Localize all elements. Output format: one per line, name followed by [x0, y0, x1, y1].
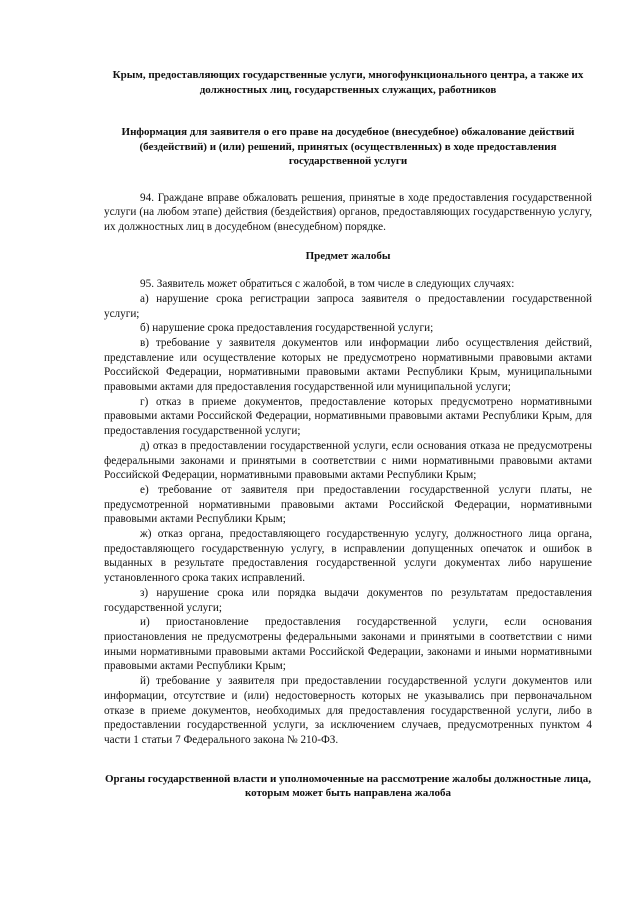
- section-heading-bottom: Органы государственной власти и уполномоченные на рассмотрение жалобы должностные лица, которым может быть направлена жалоба: [104, 772, 592, 800]
- complaint-cases-list: [104, 292, 592, 748]
- paragraph-95: 95. Заявитель может обратиться с жалобой, в том числе в следующих случаях:: [140, 278, 515, 291]
- list-item: ж) отказ органа, предоставляющего государственную услугу, должностного лица органа, предоставляющего государственную услугу, в исправлении допущенных опечаток и ошибок в выданных в результате предоставления государственной услуги документах либо нарушение установленного срока таких исправлений.: [104, 528, 592, 585]
- list-item: г) отказ в приеме документов, предоставление которых предусмотрено нормативными правовыми актами Российской Федерации, нормативными правовыми актами Республики Крым, для предоставления государственной услуги;: [104, 395, 592, 438]
- list-item: з) нарушение срока или порядка выдачи документов по результатам предоставления государственной услуги;: [104, 586, 592, 614]
- section-heading-subject: Предмет жалобы: [305, 249, 391, 262]
- section-heading-info: Информация для заявителя о его праве на досудебное (внесудебное) обжалование действий (бездействий) и (или) решений, принятых (осуществленных) в ходе предоставления государственной услуги: [121, 126, 575, 167]
- list-item: е) требование от заявителя при предоставлении государственной услуги платы, не предусмотренной нормативными правовыми актами Российской Федерации, нормативными правовыми актами Республики Крым;: [104, 483, 592, 526]
- list-item: в) требование у заявителя документов или информации либо осуществления действий, представление или осуществление которых не предусмотрено нормативными правовыми актами Российской Федерации, нормативными правовыми актами Республики Крым, муниципальными правовыми актами для предоставления государственной или муниципальной услуги;: [104, 336, 592, 394]
- paragraph-94: 94. Граждане вправе обжаловать решения, принятые в ходе предоставления государственной услуги (на любом этапе) действия (бездействия) органов, предоставляющих государственную услугу, их должностных лиц в досудебном (внесудебном) порядке.: [104, 191, 592, 233]
- list-item: й) требование у заявителя при предоставлении государственной услуги документов или информации, отсутствие и (или) недостоверность которых не указывались при первоначальном отказе в приеме документов, необходимых для предоставления государственной услуги, либо в предоставлении государственной услуги, за исключением случаев, предусмотренных пунктом 4 части 1 статьи 7 Федерального закона № 210-ФЗ.: [104, 675, 592, 746]
- list-item: д) отказ в предоставлении государственной услуги, если основания отказа не предусмотрены федеральными законами и принятыми в соответствии с ними нормативными правовыми актами Российской Федерации, нормативными правовыми актами Республики Крым;: [104, 439, 592, 482]
- list-item: а) нарушение срока регистрации запроса заявителя о предоставлении государственной услуги;: [104, 292, 592, 320]
- list-item: и) приостановление предоставления государственной услуги, если основания приостановления не предусмотрены федеральными законами и принятыми в соответствии с ними иными нормативными правовыми актами Российской Федерации, законами и иными нормативными правовыми актами Республики Крым;: [104, 616, 592, 673]
- section-heading-top: Крым, предоставляющих государственные услуги, многофункционального центра, а также их должностных лиц, государственных служащих, работников: [112, 69, 584, 96]
- list-item: б) нарушение срока предоставления государственной услуги;: [140, 322, 434, 335]
